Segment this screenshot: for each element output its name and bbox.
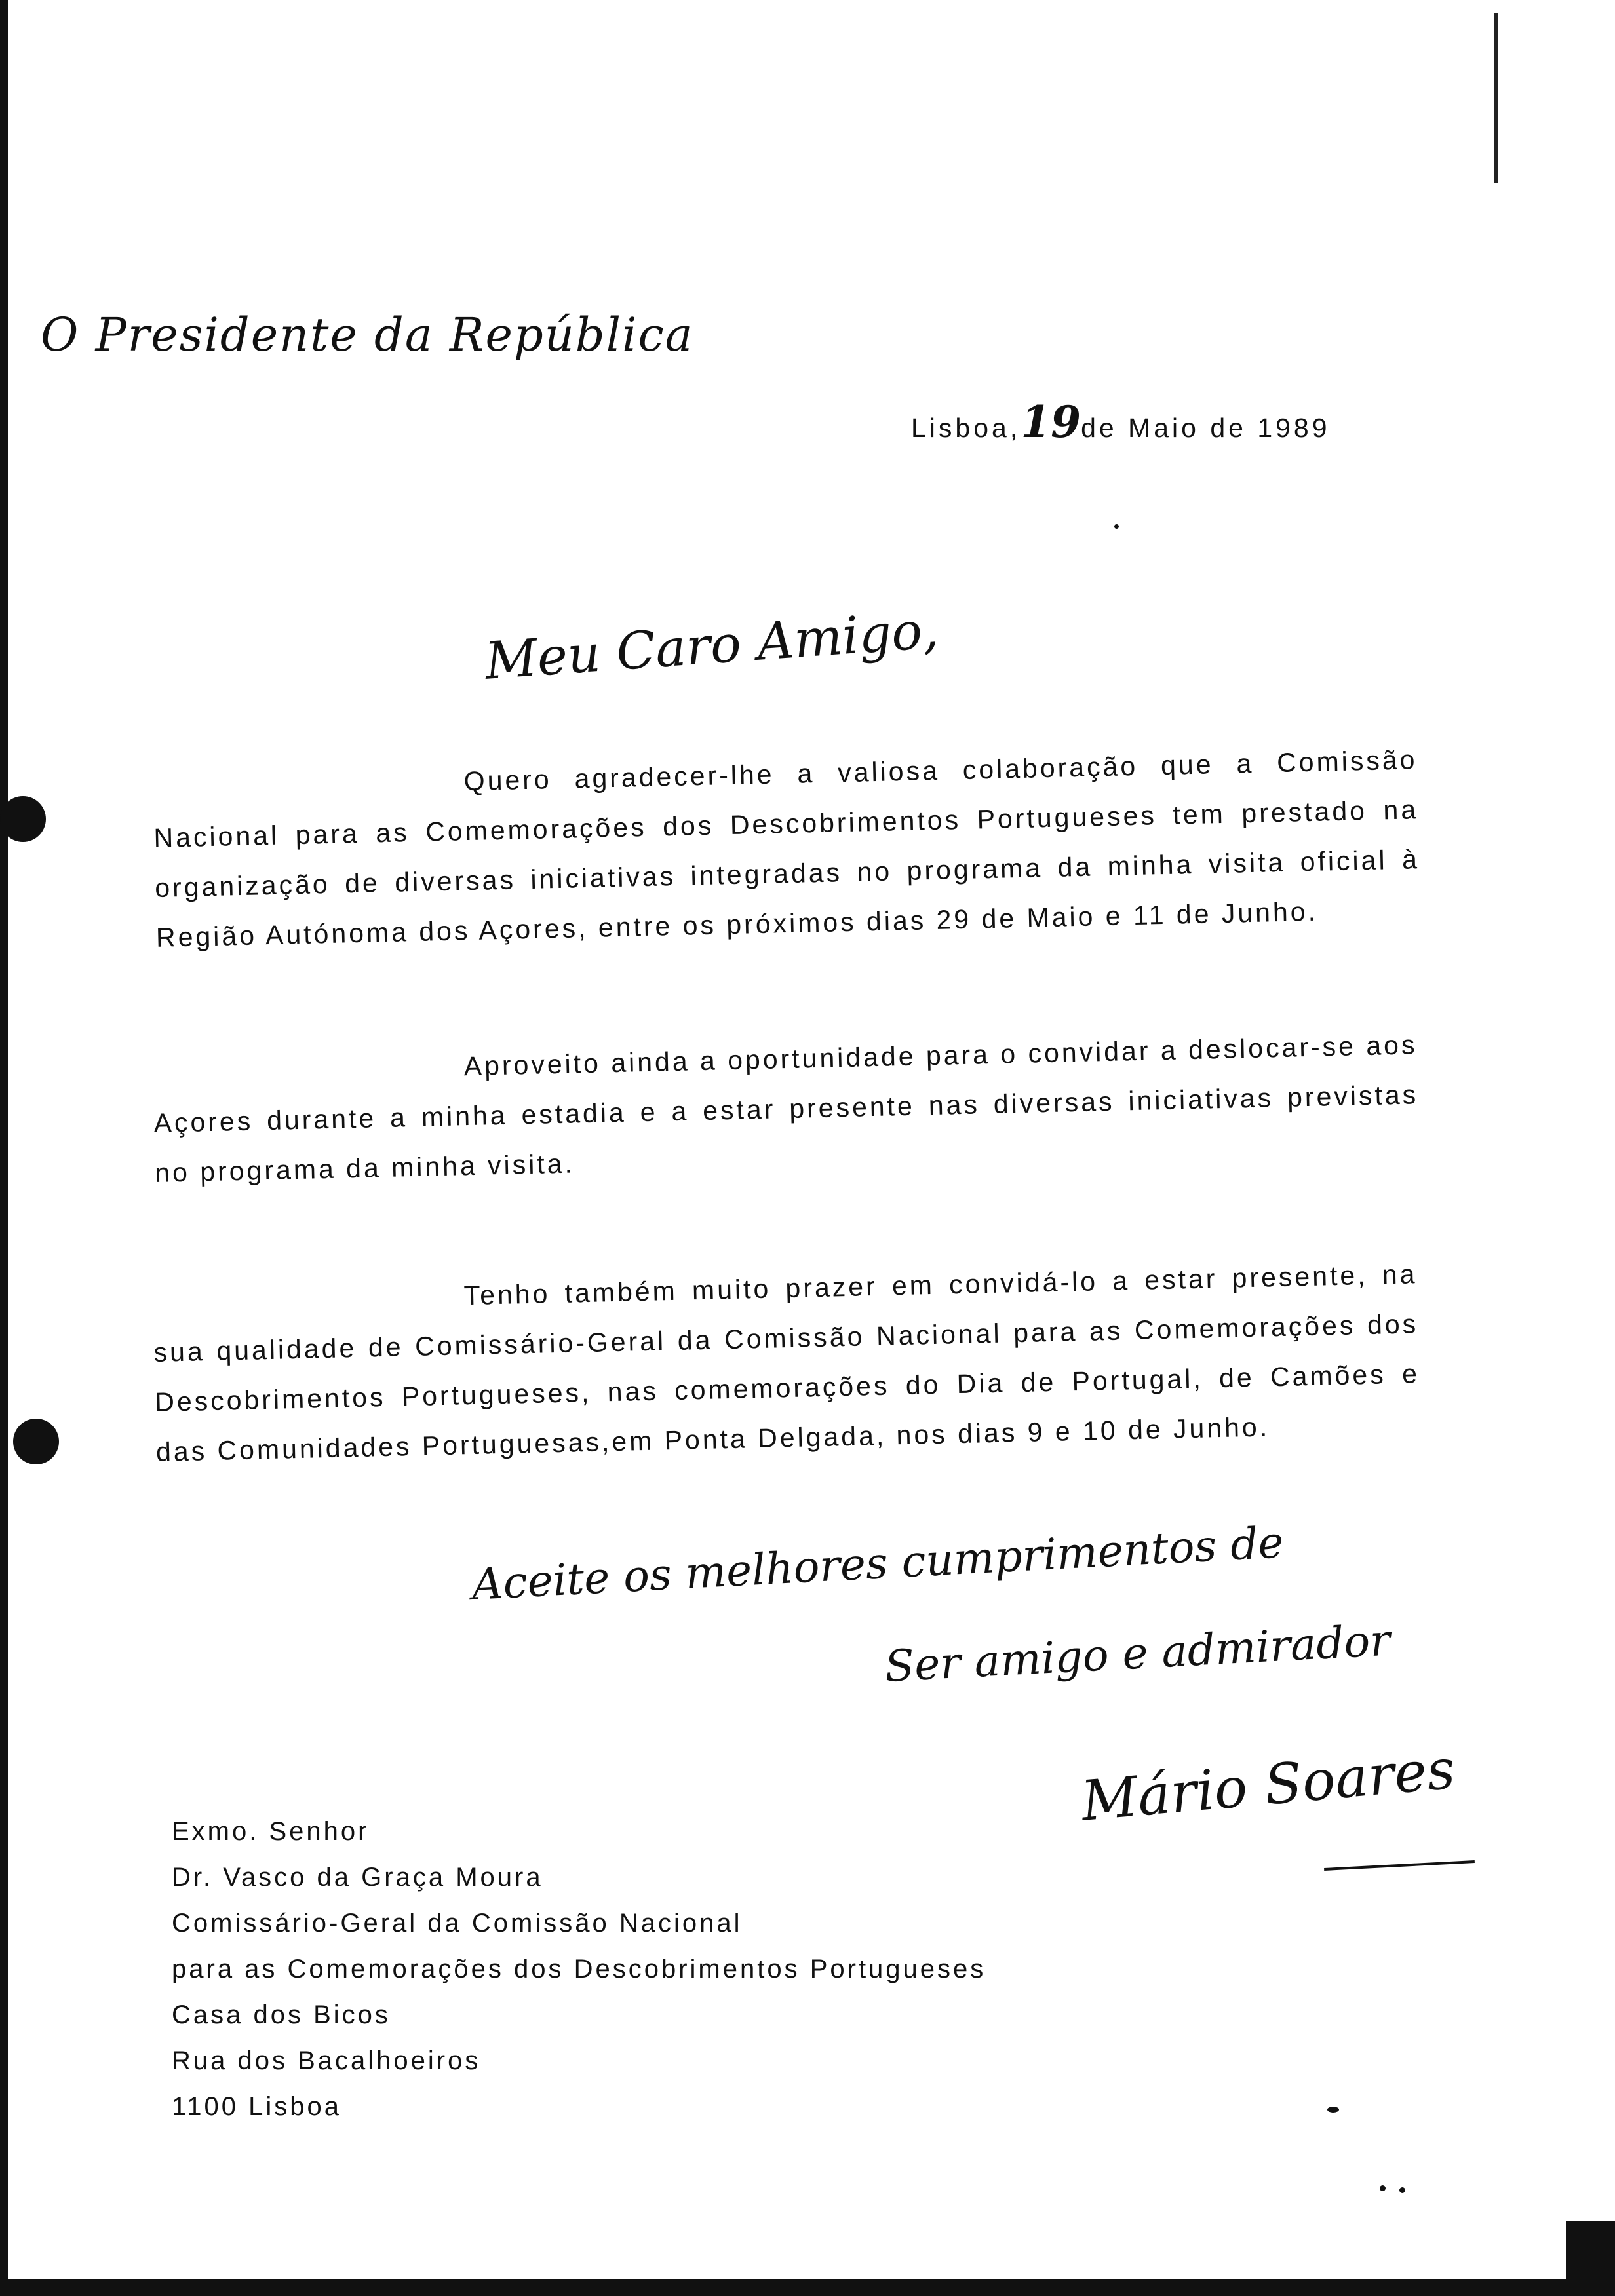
date-city: Lisboa, — [911, 413, 1021, 443]
body-paragraph-1: Quero agradecer-lhe a valiosa colaboração que a Comissão Nacional para as Comemorações dos Descobrimentos Portugueses tem prestado na organização de diversas iniciativas integradas no programa da minha visita oficial à Região Autónoma dos Açores, entre os próximos dias 29 de Maio e 11 de Junho. — [153, 744, 1420, 953]
body-paragraph-2: Aproveito ainda a oportunidade para o convidar a deslocar-se aos Açores durante a minha estadia e a estar presente nas diversas iniciativas previstas no programa da minha visita. — [153, 1029, 1419, 1188]
scan-edge-right — [1494, 13, 1498, 183]
signature-underline — [1324, 1860, 1475, 1871]
punch-hole-bottom — [13, 1419, 59, 1464]
address-line: Casa dos Bicos — [172, 2000, 391, 2029]
salutation-handwritten: Meu Caro Amigo, — [482, 600, 941, 691]
scan-speck — [1327, 2107, 1339, 2113]
scan-edge-corner — [1566, 2221, 1615, 2287]
scan-edge-bottom — [0, 2279, 1615, 2296]
date-day-handwritten: 19 — [1021, 396, 1081, 448]
punch-hole-top — [0, 796, 46, 842]
signature: Mário Soares — [1078, 1736, 1458, 1833]
closing-handwritten-line-1: Aceite os melhores cumprimentos de — [470, 1517, 1285, 1610]
address-line: Rua dos Bacalhoeiros — [172, 2046, 481, 2075]
date-line — [911, 396, 1331, 448]
scan-speck — [1380, 2185, 1386, 2191]
address-line: Exmo. Senhor — [172, 1817, 370, 1846]
address-line: Dr. Vasco da Graça Moura — [172, 1863, 543, 1892]
body-paragraph-3: Tenho também muito prazer em convidá-lo a estar presente, na sua qualidade de Comissário-Geral da Comissão Nacional para as Comemorações dos Descobrimentos Portugueses, nas comemorações do Dia de Portugal, de Camões e das Comunidades Portuguesas,em Ponta Delgada, nos dias 9 e 10 de Junho. — [153, 1259, 1420, 1467]
closing-handwritten-line-2: Ser amigo e admirador — [883, 1615, 1392, 1692]
recipient-address — [172, 1808, 986, 2130]
scan-edge-left — [0, 0, 8, 2296]
date-rest: de Maio de 1989 — [1081, 413, 1331, 443]
address-line: Comissário-Geral da Comissão Nacional — [172, 1909, 743, 1938]
address-line: 1100 Lisboa — [172, 2092, 341, 2121]
scan-speck — [1114, 524, 1119, 529]
letterhead: O Presidente da República — [41, 308, 694, 362]
scan-speck — [1399, 2187, 1405, 2193]
address-line: para as Comemorações dos Descobrimentos Portugueses — [172, 1955, 986, 1983]
